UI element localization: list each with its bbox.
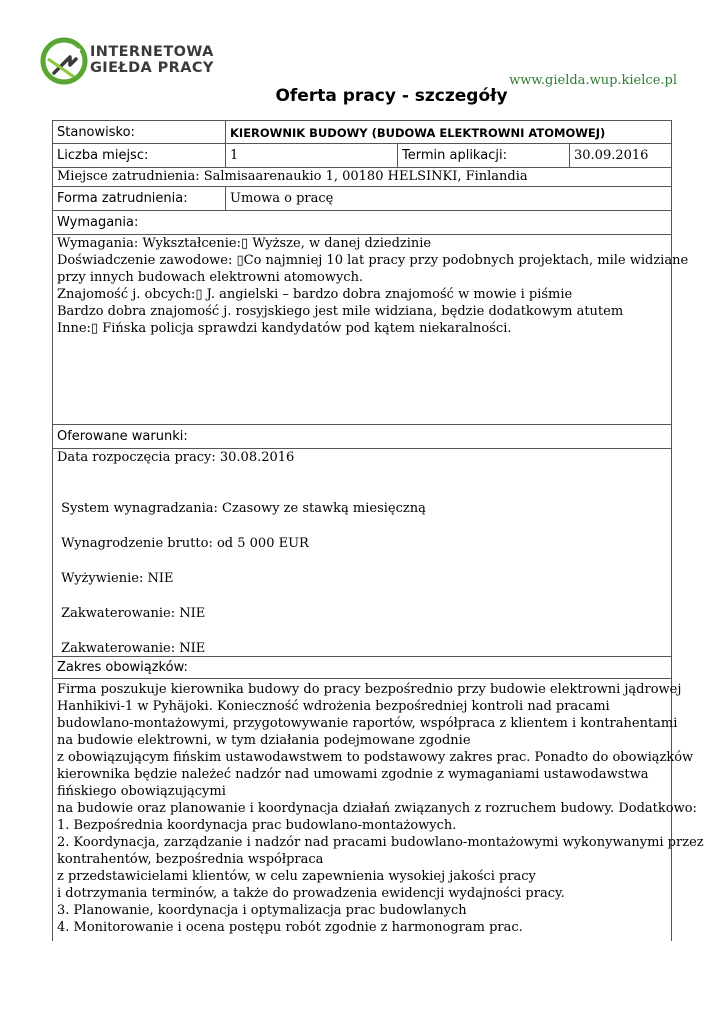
duties-line: i dotrzymania terminów, a także do prowadzenia ewidencji wydajności pracy.: [57, 886, 565, 901]
requirements-heading: Wymagania:: [52, 211, 672, 235]
conditions-body: [52, 449, 672, 657]
places-label: Liczba miejsc:: [57, 148, 149, 163]
offer-document: [52, 120, 704, 941]
lodging-second: Zakwaterowanie: NIE: [57, 641, 206, 656]
salary-system: System wynagradzania: Czasowy ze stawką miesięczną: [57, 501, 426, 516]
duties-line: na budowie elektrowni, w tym działania podejmowane zgodnie: [57, 733, 471, 748]
duties-line: 2. Koordynacja, zarządzanie i nadzór nad pracami budowlano-montażowymi wykonywanymi przez: [57, 835, 704, 850]
duties-line: kierownika będzie należeć nadzór nad umowami zgodnie z wymaganiami ustawodawstwa: [57, 767, 649, 782]
duties-line: fińskiego obowiązującymi: [57, 784, 226, 799]
duties-line: budowlano-montażowymi, przygotowywanie raportów, współpraca z klientem i kontrahentami: [57, 716, 678, 731]
logo-globe-icon: [40, 37, 88, 85]
duties-heading: Zakres obowiązków:: [52, 657, 672, 679]
meals: Wyżywienie: NIE: [57, 571, 174, 586]
duties-line: z przedstawicielami klientów, w celu zapewnienia wysokiej jakości pracy: [57, 869, 536, 884]
start-date: Data rozpoczęcia pracy: 30.08.2016: [57, 450, 295, 465]
page-title: Oferta pracy - szczegóły: [275, 86, 508, 106]
position-label: Stanowisko:: [57, 125, 135, 140]
requirements-body: [52, 235, 689, 425]
site-url[interactable]: www.gielda.wup.kielce.pl: [509, 73, 677, 88]
deadline-label: Termin aplikacji:: [397, 144, 569, 167]
salary-gross: Wynagrodzenie brutto: od 5 000 EUR: [57, 536, 309, 551]
requirements-line: Wymagania: Wykształcenie:▯ Wyższe, w danej dziedzinie: [57, 236, 432, 251]
requirements-line: przy innych budowach elektrowni atomowych.: [57, 270, 364, 285]
location: Miejsce zatrudnienia: Salmisaarenaukio 1, 00180 HELSINKI, Finlandia: [52, 168, 672, 187]
logo: [40, 37, 220, 87]
duties-line: 4. Monitorowanie i ocena postępu robót zgodnie z harmonogram prac.: [57, 920, 523, 935]
conditions-heading: Oferowane warunki:: [52, 425, 672, 449]
position-value: KIEROWNIK BUDOWY (BUDOWA ELEKTROWNI ATOMOWEJ): [225, 121, 671, 143]
logo-line1: INTERNETOWA: [90, 44, 214, 60]
employment-value: Umowa o pracę: [225, 187, 671, 210]
duties-line: kontrahentów, bezpośrednia współpraca: [57, 852, 324, 867]
duties-line: 1. Bezpośrednia koordynacja prac budowlano-montażowych.: [57, 818, 457, 833]
logo-text: [90, 44, 214, 76]
duties-line: 3. Planowanie, koordynacja i optymalizacja prac budowlanych: [57, 903, 467, 918]
places-value: 1: [225, 144, 397, 167]
duties-line: Firma poszukuje kierownika budowy do pracy bezpośrednio przy budowie elektrowni jądrowej: [57, 682, 682, 697]
requirements-line: Bardzo dobra znajomość j. rosyjskiego jest mile widziana, będzie dodatkowym atutem: [57, 304, 624, 319]
duties-line: na budowie oraz planowanie i koordynacja działań związanych z rozruchem budowy. Dodatkowo:: [57, 801, 697, 816]
position-row: [52, 120, 672, 144]
requirements-line: Doświadczenie zawodowe: ▯Co najmniej 10 lat pracy przy podobnych projektach, mile widziane: [57, 253, 689, 268]
requirements-line: Inne:▯ Fińska policja sprawdzi kandydatów pod kątem niekaralności.: [57, 321, 512, 336]
employment-label: Forma zatrudnienia:: [57, 191, 188, 206]
places-row: [52, 144, 672, 168]
duties-line: z obowiązującym fińskim ustawodawstwem to podstawowy zakres prac. Ponadto do obowiązków: [57, 750, 694, 765]
duties-line: Hanhikivi-1 w Pyhäjoki. Konieczność wdrożenia bezpośredniej kontroli nad pracami: [57, 699, 610, 714]
employment-row: [52, 187, 672, 211]
logo-line2: GIEŁDA PRACY: [90, 60, 214, 76]
deadline-value: 30.09.2016: [569, 144, 671, 167]
duties-body: [52, 679, 704, 941]
lodging-first: Zakwaterowanie: NIE: [57, 606, 206, 621]
requirements-line: Znajomość j. obcych:▯ J. angielski – bardzo dobra znajomość w mowie i piśmie: [57, 287, 573, 302]
